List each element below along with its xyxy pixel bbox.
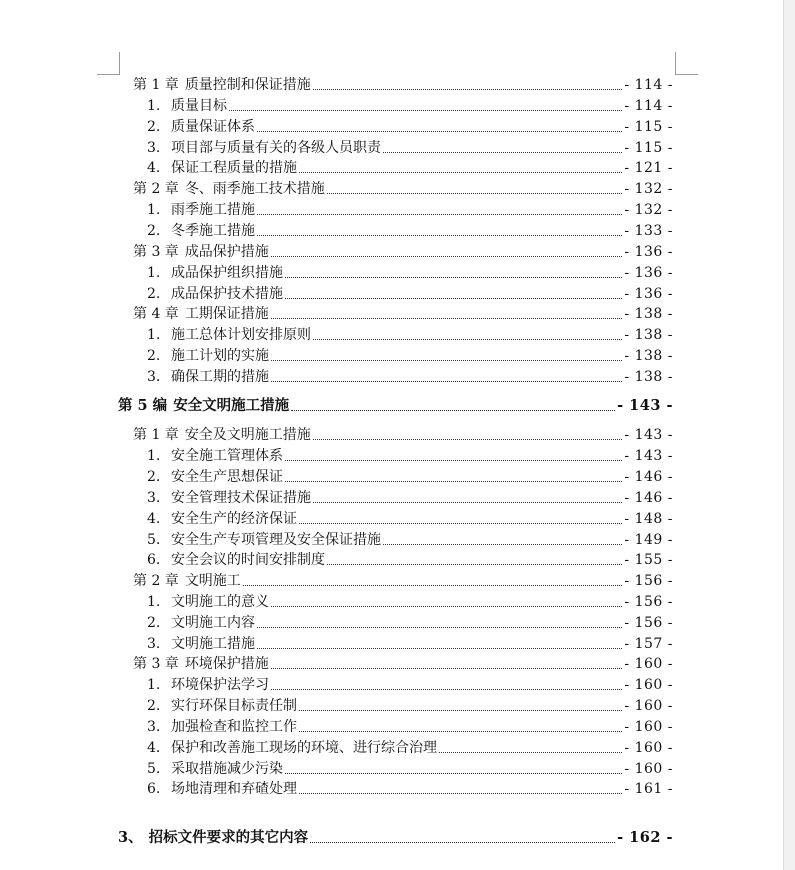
toc-entry-number: 3、	[118, 829, 143, 846]
toc-dot-leader	[271, 689, 622, 690]
toc-entry-item[interactable]	[0, 367, 673, 387]
toc-entry-number: 第 2 章	[133, 573, 179, 589]
toc-entry-label	[147, 779, 297, 799]
toc-entry-title: 安全生产思想保证	[171, 469, 283, 485]
toc-entry-label	[147, 221, 255, 241]
toc-dot-leader	[383, 544, 622, 545]
toc-dot-leader	[285, 298, 622, 299]
toc-page-number: - 136 -	[624, 286, 673, 302]
toc-entry-item[interactable]	[0, 592, 673, 612]
toc-page-number: - 132 -	[624, 202, 673, 218]
toc-dot-leader	[285, 773, 622, 774]
toc-entry-number: 2.	[147, 286, 161, 302]
toc-entry-item[interactable]	[0, 138, 673, 158]
toc-dot-leader	[271, 256, 623, 257]
toc-page-number: - 148 -	[624, 511, 673, 527]
toc-entry-item[interactable]	[0, 200, 673, 220]
toc-page-number: - 136 -	[624, 265, 673, 281]
toc-dot-leader	[291, 410, 615, 411]
toc-entry-label	[147, 117, 255, 137]
toc-entry-number: 第 4 章	[133, 306, 179, 322]
toc-entry-label	[118, 396, 289, 416]
toc-entry-label	[133, 654, 269, 674]
toc-entry-title: 成品保护组织措施	[171, 265, 283, 281]
toc-page-number: - 160 -	[624, 719, 673, 735]
toc-dot-leader	[285, 460, 622, 461]
toc-entry-item[interactable]	[0, 467, 673, 487]
toc-dot-leader	[313, 89, 623, 90]
toc-entry-title: 安全会议的时间安排制度	[171, 552, 325, 568]
toc-entry-title: 环境保护法学习	[171, 677, 269, 693]
toc-entry-number: 4.	[147, 160, 161, 176]
toc-page-number: - 115 -	[624, 119, 673, 135]
toc-entry-item[interactable]	[0, 509, 673, 529]
toc-page-number: - 133 -	[624, 223, 673, 239]
toc-entry-item[interactable]	[0, 346, 673, 366]
toc-entry-number: 3.	[147, 636, 161, 652]
toc-entry-number: 1.	[147, 448, 161, 464]
toc-dot-leader	[327, 193, 623, 194]
toc-page-number: - 114 -	[624, 98, 673, 114]
toc-entry-title: 成品保护措施	[184, 244, 269, 260]
toc-entry-label	[147, 200, 255, 220]
toc-entry-label	[147, 509, 297, 529]
toc-entry-item[interactable]	[0, 158, 673, 178]
toc-entry-label	[147, 367, 269, 387]
toc-entry-title: 加强检查和监控工作	[171, 719, 297, 735]
window-edge	[783, 0, 795, 870]
toc-entry-title: 文明施工的意义	[171, 594, 269, 610]
toc-entry-label	[147, 592, 269, 612]
toc-entry-number: 2.	[147, 698, 161, 714]
toc-entry-title: 采取措施减少污染	[171, 761, 283, 777]
toc-entry-label	[147, 530, 381, 550]
toc-page-number: - 160 -	[624, 698, 673, 714]
toc-entry-chapter[interactable]	[0, 75, 673, 95]
toc-entry-number: 2.	[147, 223, 161, 239]
toc-entry-label	[133, 75, 311, 95]
toc-page-number: - 146 -	[624, 490, 673, 506]
toc-entry-label	[133, 242, 269, 262]
toc-entry-label	[147, 717, 297, 737]
toc-dot-leader	[229, 110, 622, 111]
toc-dot-leader	[299, 710, 622, 711]
toc-entry-chapter[interactable]	[0, 179, 673, 199]
toc-dot-leader	[285, 277, 622, 278]
toc-entry-title: 安全施工管理体系	[171, 448, 283, 464]
toc-entry-chapter[interactable]	[0, 654, 673, 674]
toc-entry-label	[147, 325, 311, 345]
toc-entry-item[interactable]	[0, 117, 673, 137]
toc-entry-number: 第 3 章	[133, 656, 179, 672]
toc-entry-title: 冬季施工措施	[171, 223, 255, 239]
toc-dot-leader	[327, 564, 622, 565]
toc-entry-label	[147, 696, 297, 716]
toc-dot-leader	[271, 360, 622, 361]
toc-entry-title: 招标文件要求的其它内容	[148, 829, 309, 846]
toc-entry-item[interactable]	[0, 96, 673, 116]
toc-entry-title: 质量保证体系	[171, 119, 255, 135]
toc-entry-label	[147, 284, 283, 304]
toc-entry-number: 第 1 章	[133, 77, 179, 93]
toc-entry-title: 施工总体计划安排原则	[171, 327, 311, 343]
toc-page-number: - 138 -	[624, 306, 673, 322]
toc-entry-item[interactable]	[0, 696, 673, 716]
toc-entry-title: 文明施工措施	[171, 636, 255, 652]
toc-entry-title: 安全生产的经济保证	[171, 511, 297, 527]
toc-entry-item[interactable]	[0, 446, 673, 466]
toc-entry-number: 2.	[147, 348, 161, 364]
toc-entry-label	[147, 675, 269, 695]
toc-entry-title: 文明施工内容	[171, 615, 255, 631]
toc-entry-title: 冬、雨季施工技术措施	[184, 181, 325, 197]
toc-entry-part[interactable]	[0, 396, 673, 416]
toc-entry-item[interactable]	[0, 530, 673, 550]
toc-page-number: - 157 -	[624, 636, 673, 652]
toc-entry-number: 1.	[147, 677, 161, 693]
toc-entry-chapter[interactable]	[0, 571, 673, 591]
toc-page-number: - 162 -	[617, 829, 673, 846]
toc-entry-number: 4.	[147, 511, 161, 527]
toc-page-number: - 143 -	[624, 448, 673, 464]
toc-entry-title: 质量控制和保证措施	[184, 77, 311, 93]
toc-entry-title: 质量目标	[171, 98, 227, 114]
toc-entry-title: 确保工期的措施	[171, 369, 269, 385]
toc-entry-number: 1.	[147, 594, 161, 610]
toc-entry-title: 工期保证措施	[184, 306, 269, 322]
toc-dot-leader	[299, 731, 622, 732]
toc-dot-leader	[257, 214, 622, 215]
toc-page-number: - 114 -	[624, 77, 673, 93]
toc-entry-title: 环境保护措施	[184, 656, 269, 672]
toc-page-number: - 149 -	[624, 532, 673, 548]
toc-page-number: - 155 -	[624, 552, 673, 568]
toc-dot-leader	[243, 585, 623, 586]
toc-entry-title: 文明施工	[184, 573, 241, 589]
toc-entry-title: 安全文明施工措施	[173, 397, 290, 414]
toc-entry-label	[133, 571, 241, 591]
toc-page-number: - 143 -	[617, 397, 673, 414]
toc-dot-leader	[299, 172, 622, 173]
toc-entry-title: 安全管理技术保证措施	[171, 490, 311, 506]
toc-entry-item[interactable]	[0, 613, 673, 633]
toc-entry-label	[147, 550, 325, 570]
toc-dot-leader	[271, 668, 623, 669]
toc-entry-number: 2.	[147, 119, 161, 135]
toc-entry-number: 6.	[147, 552, 161, 568]
toc-page-number: - 146 -	[624, 469, 673, 485]
toc-entry-number: 3.	[147, 369, 161, 385]
toc-entry-label	[147, 96, 227, 116]
toc-dot-leader	[257, 131, 622, 132]
toc-entry-label	[147, 613, 255, 633]
toc-page-number: - 156 -	[624, 573, 673, 589]
toc-entry-chapter[interactable]	[0, 242, 673, 262]
toc-entry-title: 场地清理和弃碴处理	[171, 781, 297, 797]
toc-entry-number: 5.	[147, 761, 161, 777]
toc-entry-title: 安全及文明施工措施	[184, 427, 311, 443]
toc-dot-leader	[285, 481, 622, 482]
toc-entry-number: 第 5 编	[118, 397, 168, 414]
toc-entry-number: 3.	[147, 490, 161, 506]
toc-entry-label	[147, 467, 283, 487]
toc-entry-item[interactable]	[0, 325, 673, 345]
toc-dot-leader	[313, 339, 622, 340]
toc-entry-label	[147, 759, 283, 779]
toc-dot-leader	[271, 318, 623, 319]
toc-entry-part[interactable]	[0, 828, 673, 848]
toc-entry-label	[147, 346, 269, 366]
toc-entry-label	[147, 158, 297, 178]
toc-dot-leader	[257, 648, 622, 649]
toc-dot-leader	[313, 439, 623, 440]
toc-page-number: - 115 -	[624, 140, 673, 156]
toc-entry-label	[133, 304, 269, 324]
toc-entry-number: 5.	[147, 532, 161, 548]
toc-entry-item[interactable]	[0, 738, 673, 758]
toc-dot-leader	[299, 793, 622, 794]
toc-entry-title: 雨季施工措施	[171, 202, 255, 218]
toc-entry-number: 第 3 章	[133, 244, 179, 260]
toc-page-number: - 138 -	[624, 348, 673, 364]
toc-entry-number: 第 2 章	[133, 181, 179, 197]
toc-page-number: - 138 -	[624, 327, 673, 343]
toc-page-number: - 156 -	[624, 615, 673, 631]
toc-page-number: - 160 -	[624, 656, 673, 672]
toc-entry-number: 4.	[147, 740, 161, 756]
toc-entry-item[interactable]	[0, 759, 673, 779]
toc-entry-title: 安全生产专项管理及安全保证措施	[171, 532, 381, 548]
toc-dot-leader	[299, 523, 622, 524]
toc-entry-label	[133, 179, 325, 199]
toc-entry-item[interactable]	[0, 488, 673, 508]
toc-entry-chapter[interactable]	[0, 425, 673, 445]
toc-entry-label	[133, 425, 311, 445]
toc-entry-title: 成品保护技术措施	[171, 286, 283, 302]
toc-entry-number: 1.	[147, 265, 161, 281]
toc-dot-leader	[271, 606, 622, 607]
toc-dot-leader	[257, 235, 622, 236]
toc-entry-label	[147, 138, 381, 158]
toc-entry-label	[147, 446, 283, 466]
toc-entry-number: 3.	[147, 719, 161, 735]
toc-entry-number: 第 1 章	[133, 427, 179, 443]
toc-page-number: - 138 -	[624, 369, 673, 385]
toc-entry-title: 项目部与质量有关的各级人员职责	[171, 140, 381, 156]
toc-page-number: - 132 -	[624, 181, 673, 197]
toc-page-number: - 160 -	[624, 677, 673, 693]
toc-page-number: - 121 -	[624, 160, 673, 176]
toc-entry-number: 1.	[147, 98, 161, 114]
toc-entry-number: 1.	[147, 327, 161, 343]
toc-dot-leader	[271, 381, 622, 382]
toc-entry-label	[118, 828, 308, 848]
toc-entry-item[interactable]	[0, 634, 673, 654]
toc-entry-label	[147, 263, 283, 283]
toc-entry-number: 2.	[147, 469, 161, 485]
toc-entry-number: 1.	[147, 202, 161, 218]
toc-dot-leader	[439, 752, 622, 753]
toc-page-number: - 160 -	[624, 761, 673, 777]
toc-entry-item[interactable]	[0, 550, 673, 570]
toc-entry-label	[147, 634, 255, 654]
toc-entry-number: 3.	[147, 140, 161, 156]
toc-dot-leader	[313, 502, 622, 503]
toc-page-number: - 143 -	[624, 427, 673, 443]
toc-entry-item[interactable]	[0, 221, 673, 241]
toc-entry-label	[147, 488, 311, 508]
toc-page-number: - 160 -	[624, 740, 673, 756]
toc-page-number: - 161 -	[624, 781, 673, 797]
toc-entry-chapter[interactable]	[0, 304, 673, 324]
toc-dot-leader	[310, 842, 615, 843]
toc-entry-number: 2.	[147, 615, 161, 631]
toc-dot-leader	[383, 152, 622, 153]
toc-page-number: - 156 -	[624, 594, 673, 610]
toc-entry-item[interactable]	[0, 675, 673, 695]
toc-entry-label	[147, 738, 437, 758]
toc-dot-leader	[257, 627, 622, 628]
toc-entry-item[interactable]	[0, 263, 673, 283]
toc-entry-title: 施工计划的实施	[171, 348, 269, 364]
toc-entry-title: 实行环保目标责任制	[171, 698, 297, 714]
toc-page-number: - 136 -	[624, 244, 673, 260]
toc-entry-number: 6.	[147, 781, 161, 797]
toc-entry-item[interactable]	[0, 779, 673, 799]
toc-entry-item[interactable]	[0, 717, 673, 737]
toc-entry-title: 保护和改善施工现场的环境、进行综合治理	[171, 740, 437, 756]
toc-entry-title: 保证工程质量的措施	[171, 160, 297, 176]
toc-entry-item[interactable]	[0, 284, 673, 304]
